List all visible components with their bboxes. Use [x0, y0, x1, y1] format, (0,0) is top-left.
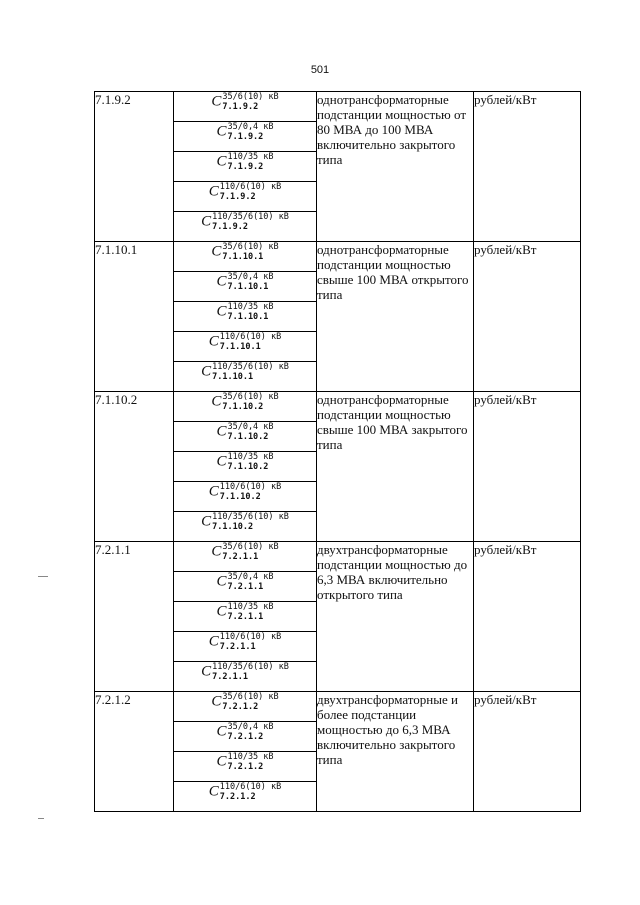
- voltage-superscript: 110/35 кВ: [227, 752, 274, 762]
- rate-symbol-cell: [174, 452, 317, 482]
- voltage-superscript: 110/35/6(10) кВ: [212, 362, 289, 372]
- symbol-letter: C: [201, 663, 212, 680]
- symbol-letter: C: [216, 123, 227, 140]
- rate-symbol-cell: [174, 212, 317, 242]
- voltage-superscript: 35/0,4 кВ: [227, 572, 274, 582]
- symbol-letter: C: [211, 393, 222, 410]
- rate-symbol: [216, 152, 273, 172]
- rate-symbol: [216, 422, 273, 442]
- voltage-superscript: 35/0,4 кВ: [227, 722, 274, 732]
- symbol-letter: C: [211, 93, 222, 110]
- rate-symbol: [201, 362, 289, 382]
- code-subscript: 7.2.1.1: [219, 642, 256, 652]
- item-unit: рублей/кВт: [474, 392, 581, 542]
- item-unit: рублей/кВт: [474, 92, 581, 242]
- rate-symbol-cell: [174, 512, 317, 542]
- rate-symbol-cell: [174, 662, 317, 692]
- voltage-superscript: 35/0,4 кВ: [227, 272, 274, 282]
- symbol-letter: C: [201, 363, 212, 380]
- voltage-superscript: 110/35/6(10) кВ: [212, 212, 289, 222]
- voltage-superscript: 110/35 кВ: [227, 452, 274, 462]
- code-subscript: 7.1.9.2: [227, 162, 264, 172]
- rate-symbol-cell: [174, 632, 317, 662]
- symbol-letter: C: [208, 333, 219, 350]
- symbol-letter: C: [208, 183, 219, 200]
- symbol-letter: C: [208, 783, 219, 800]
- voltage-superscript: 110/6(10) кВ: [219, 182, 282, 192]
- table-row: [95, 242, 581, 272]
- item-unit: рублей/кВт: [474, 242, 581, 392]
- code-subscript: 7.2.1.2: [219, 792, 256, 802]
- voltage-superscript: 35/0,4 кВ: [227, 422, 274, 432]
- rate-symbol-cell: [174, 182, 317, 212]
- code-subscript: 7.2.1.2: [227, 762, 264, 772]
- symbol-letter: C: [216, 153, 227, 170]
- table-row: [95, 92, 581, 122]
- code-subscript: 7.2.1.1: [212, 672, 248, 682]
- item-description: однотрансформаторные подстанции мощностью свыше 100 МВА закрытого типа: [317, 392, 474, 542]
- rate-symbol-cell: [174, 362, 317, 392]
- voltage-superscript: 110/6(10) кВ: [219, 332, 282, 342]
- symbol-letter: C: [211, 243, 222, 260]
- rate-symbol-cell: [174, 572, 317, 602]
- rate-symbol-cell: [174, 152, 317, 182]
- code-subscript: 7.1.9.2: [212, 222, 248, 232]
- rate-symbol: [211, 542, 278, 562]
- voltage-superscript: 110/35/6(10) кВ: [212, 512, 289, 522]
- rate-symbol: [211, 392, 278, 412]
- code-subscript: 7.2.1.1: [227, 612, 264, 622]
- rate-symbol-cell: [174, 602, 317, 632]
- rate-symbol-cell: [174, 542, 317, 572]
- rate-symbol: [216, 572, 273, 592]
- item-description: двухтрансформаторные подстанции мощностью до 6,3 МВА включительно открытого типа: [317, 542, 474, 692]
- rate-symbol-cell: [174, 392, 317, 422]
- symbol-letter: C: [216, 573, 227, 590]
- tariff-table: [94, 91, 581, 812]
- symbol-letter: C: [211, 693, 222, 710]
- code-subscript: 7.2.1.1: [227, 582, 264, 592]
- code-subscript: 7.1.9.2: [227, 132, 264, 142]
- symbol-letter: C: [208, 483, 219, 500]
- rate-symbol-cell: [174, 332, 317, 362]
- rate-symbol: [216, 452, 273, 472]
- symbol-letter: C: [211, 543, 222, 560]
- code-subscript: 7.2.1.2: [227, 732, 264, 742]
- item-code: 7.2.1.2: [95, 692, 174, 812]
- rate-symbol: [216, 122, 273, 142]
- symbol-letter: C: [216, 753, 227, 770]
- item-code: 7.1.10.2: [95, 392, 174, 542]
- table-row: [95, 692, 581, 722]
- tariff-table-body: [95, 92, 581, 812]
- rate-symbol-cell: [174, 272, 317, 302]
- scan-mark-left: [38, 576, 48, 577]
- item-unit: рублей/кВт: [474, 542, 581, 692]
- symbol-letter: C: [216, 303, 227, 320]
- code-subscript: 7.1.10.2: [219, 492, 261, 502]
- rate-symbol: [216, 602, 273, 622]
- symbol-letter: C: [216, 453, 227, 470]
- rate-symbol: [216, 722, 273, 742]
- rate-symbol: [216, 272, 273, 292]
- voltage-superscript: 35/6(10) кВ: [222, 392, 279, 402]
- rate-symbol-cell: [174, 302, 317, 332]
- code-subscript: 7.2.1.2: [222, 702, 259, 712]
- rate-symbol-cell: [174, 422, 317, 452]
- rate-symbol-cell: [174, 482, 317, 512]
- symbol-letter: C: [201, 513, 212, 530]
- rate-symbol: [211, 242, 278, 262]
- code-subscript: 7.1.10.1: [212, 372, 254, 382]
- rate-symbol: [211, 692, 278, 712]
- rate-symbol: [209, 482, 281, 502]
- rate-symbol: [209, 632, 281, 652]
- item-description: двухтрансформаторные и более подстанции мощностью до 6,3 МВА включительно закрытого типа: [317, 692, 474, 812]
- rate-symbol: [209, 332, 281, 352]
- rate-symbol: [211, 92, 278, 112]
- scan-mark-left-lower: [38, 818, 44, 819]
- page-number: 501: [310, 64, 330, 76]
- voltage-superscript: 35/6(10) кВ: [222, 542, 279, 552]
- rate-symbol-cell: [174, 692, 317, 722]
- voltage-superscript: 110/35 кВ: [227, 602, 274, 612]
- code-subscript: 7.1.10.2: [227, 462, 269, 472]
- symbol-letter: C: [201, 213, 212, 230]
- rate-symbol: [209, 782, 281, 802]
- symbol-letter: C: [216, 423, 227, 440]
- voltage-superscript: 35/0,4 кВ: [227, 122, 274, 132]
- item-description: однотрансформаторные подстанции мощностью от 80 МВА до 100 МВА включительно закрытого типа: [317, 92, 474, 242]
- rate-symbol: [201, 512, 289, 532]
- code-subscript: 7.1.10.1: [219, 342, 261, 352]
- table-row: [95, 542, 581, 572]
- rate-symbol-cell: [174, 242, 317, 272]
- voltage-superscript: 110/6(10) кВ: [219, 632, 282, 642]
- rate-symbol-cell: [174, 722, 317, 752]
- rate-symbol-cell: [174, 92, 317, 122]
- rate-symbol: [216, 302, 273, 322]
- item-unit: рублей/кВт: [474, 692, 581, 812]
- code-subscript: 7.1.9.2: [219, 192, 256, 202]
- item-code: 7.1.9.2: [95, 92, 174, 242]
- code-subscript: 7.1.10.2: [212, 522, 254, 532]
- rate-symbol: [209, 182, 281, 202]
- rate-symbol: [201, 212, 289, 232]
- rate-symbol: [216, 752, 273, 772]
- rate-symbol-cell: [174, 752, 317, 782]
- code-subscript: 7.1.9.2: [222, 102, 259, 112]
- table-row: [95, 392, 581, 422]
- voltage-superscript: 110/35/6(10) кВ: [212, 662, 289, 672]
- symbol-letter: C: [216, 273, 227, 290]
- rate-symbol-cell: [174, 122, 317, 152]
- symbol-letter: C: [208, 633, 219, 650]
- code-subscript: 7.2.1.1: [222, 552, 259, 562]
- rate-symbol-cell: [174, 782, 317, 812]
- voltage-superscript: 35/6(10) кВ: [222, 242, 279, 252]
- code-subscript: 7.1.10.1: [222, 252, 264, 262]
- symbol-letter: C: [216, 723, 227, 740]
- code-subscript: 7.1.10.1: [227, 282, 269, 292]
- item-code: 7.2.1.1: [95, 542, 174, 692]
- voltage-superscript: 35/6(10) кВ: [222, 92, 279, 102]
- code-subscript: 7.1.10.1: [227, 312, 269, 322]
- voltage-superscript: 110/35 кВ: [227, 302, 274, 312]
- code-subscript: 7.1.10.2: [222, 402, 264, 412]
- voltage-superscript: 110/6(10) кВ: [219, 482, 282, 492]
- voltage-superscript: 110/6(10) кВ: [219, 782, 282, 792]
- item-description: однотрансформаторные подстанции мощностью свыше 100 МВА открытого типа: [317, 242, 474, 392]
- voltage-superscript: 110/35 кВ: [227, 152, 274, 162]
- symbol-letter: C: [216, 603, 227, 620]
- item-code: 7.1.10.1: [95, 242, 174, 392]
- voltage-superscript: 35/6(10) кВ: [222, 692, 279, 702]
- rate-symbol: [201, 662, 289, 682]
- code-subscript: 7.1.10.2: [227, 432, 269, 442]
